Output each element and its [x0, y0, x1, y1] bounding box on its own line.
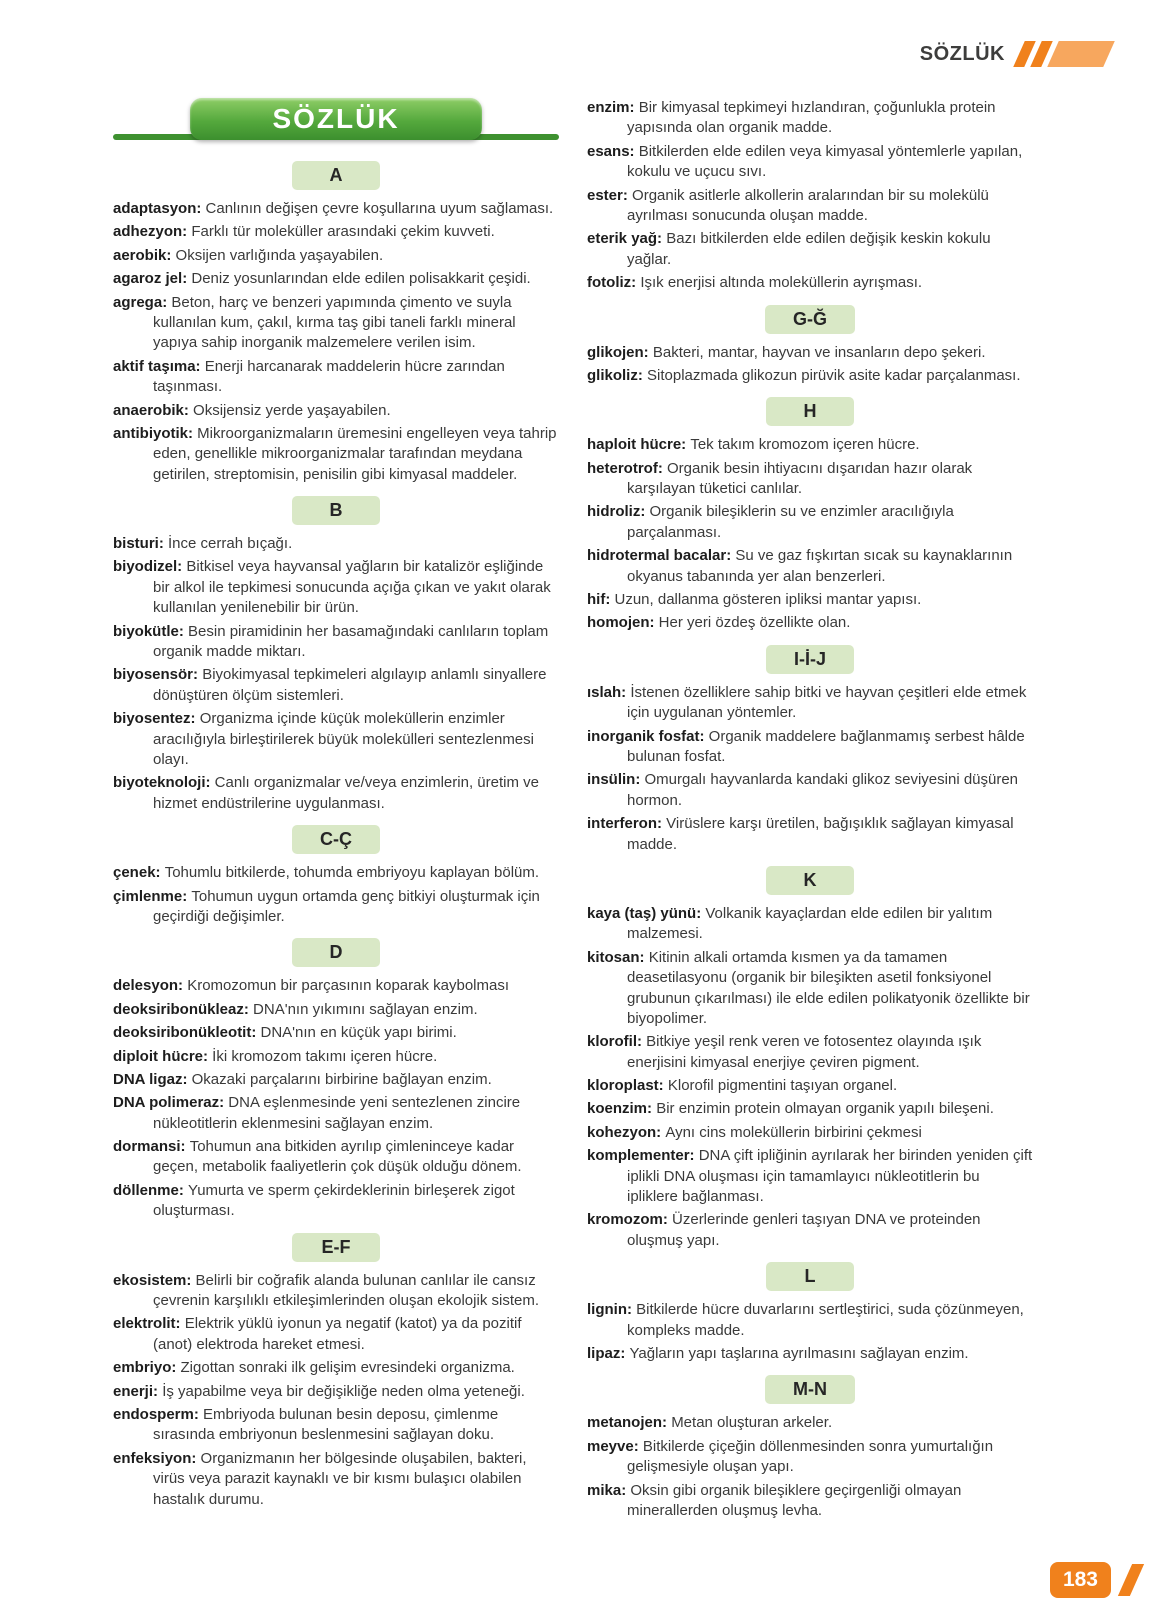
- glossary-entry: [113, 1093, 559, 1134]
- entry-definition: Oksijensiz yerde yaşayabilen.: [193, 401, 391, 419]
- entry-definition: Tek takım kromozom içeren hücre.: [690, 436, 920, 454]
- entry-definition: DNA'nın en küçük yapı birimi.: [260, 1024, 457, 1042]
- glossary-entry: [587, 1437, 1033, 1478]
- entry-definition: Tohumun ana bitkiden ayrılıp çimleninceye kadar geçen, metabolik faaliyetlerin çok düşük olduğu dönem.: [153, 1138, 522, 1176]
- entry-definition: Canlının değişen çevre koşullarına uyum sağlaması.: [205, 200, 554, 217]
- entry-term: ester:: [587, 186, 633, 204]
- entry-definition: Uzun, dallanma gösteren ipliksi mantar yapısı.: [614, 591, 922, 609]
- entry-definition: Sitoplazmada glikozun pirüvik asite kadar parçalanması.: [647, 366, 1021, 384]
- glossary-entry: [113, 1382, 559, 1402]
- glossary-entry: [587, 366, 1033, 386]
- header-title: SÖZLÜK: [919, 42, 1005, 65]
- entry-definition: Tohumun uygun ortamda genç bitkiyi oluşturmak için geçirdiği değişimler.: [153, 887, 540, 925]
- entry-term: aktif taşıma:: [113, 357, 205, 375]
- entry-definition: İş yapabilme veya bir değişikliğe neden olma yeteneği.: [162, 1382, 525, 1400]
- entry-term: biyoteknoloji:: [113, 774, 215, 792]
- entry-term: glikoliz:: [587, 366, 647, 384]
- entry-definition: Bazı bitkilerden elde edilen değişik keskin kokulu yağlar.: [627, 230, 991, 268]
- entry-definition: Zigottan sonraki ilk gelişim evresindeki organizma.: [180, 1359, 515, 1377]
- entry-term: biyokütle:: [113, 622, 189, 640]
- entry-term: biyosentez:: [113, 710, 200, 728]
- entry-term: kaya (taş) yünü:: [587, 904, 706, 922]
- entry-definition: Organik besin ihtiyacını dışarıdan hazır olarak karşılayan tüketici canlılar.: [627, 459, 973, 498]
- entry-definition: Embriyoda bulunan besin deposu, çimlenme sırasında embriyonun beslenmesini sağlayan doku.: [153, 1405, 499, 1444]
- glossary-entry: [113, 269, 559, 289]
- glossary-entry: [587, 229, 1033, 270]
- entry-definition: Oksin gibi organik bileşiklere geçirgenliği olmayan minerallerden oluşmuş levha.: [627, 1481, 962, 1519]
- entry-definition: Yağların yapı taşlarına ayrılmasını sağlayan enzim.: [629, 1344, 969, 1362]
- glossary-entry: [113, 1314, 559, 1355]
- page-footer: [1050, 1562, 1151, 1598]
- entry-term: delesyon:: [113, 977, 188, 995]
- entry-definition: İstenen özelliklere sahip bitki ve hayvan çeşitleri elde etmek için uygulanan yöntemler.: [627, 683, 1027, 722]
- header-slashes-icon: [1019, 41, 1109, 67]
- entry-definition: Beton, harç ve benzeri yapımında çimento ve suyla kullanılan kum, çakıl, kırma taş gibi taneli farklı mineral yapıya sahip inorganik malzemelere verilen isim.: [153, 293, 516, 352]
- entry-definition: Organik asitlerle alkollerin aralarından bir su molekülü ayrılması sonucunda oluşan madde.: [627, 186, 989, 224]
- page-number-badge: 183: [1050, 1562, 1111, 1598]
- glossary-entry: [587, 948, 1033, 1030]
- entry-definition: Bitkisel veya hayvansal yağların bir katalizör eşliğinde bir alkol ile tepkimesi sonucunda açığa çıkan ve yakıt olarak kullanılan yenilenebilir bir ürün.: [153, 558, 551, 617]
- entry-definition: Her yeri özdeş özellikte olan.: [658, 614, 851, 632]
- entry-term: komplementer:: [587, 1147, 699, 1165]
- glossary-entry: [587, 1123, 1033, 1143]
- glossary-entry: [587, 98, 1033, 139]
- entry-definition: Canlı organizmalar ve/veya enzimlerin, üretim ve hizmet endüstrilerine uygulanması.: [153, 774, 539, 812]
- entry-definition: Kromozomun bir parçasının koparak kaybolması: [187, 977, 509, 995]
- entry-definition: Biyokimyasal tepkimeleri algılayıp anlamlı sinyallere dönüştüren ölçüm sistemleri.: [153, 666, 547, 704]
- entry-definition: Virüslere karşı üretilen, bağışıklık sağlayan kimyasal madde.: [627, 815, 1014, 853]
- glossary-entry: [587, 1344, 1033, 1364]
- entry-term: ıslah:: [587, 683, 631, 701]
- entry-term: homojen:: [587, 614, 659, 632]
- glossary-entry: [587, 502, 1033, 543]
- glossary-entry: [113, 424, 559, 485]
- glossary-entry: [113, 1181, 559, 1222]
- entry-definition: Omurgalı hayvanlarda kandaki glikoz seviyesini düşüren hormon.: [627, 771, 1019, 809]
- entry-term: diploit hücre:: [113, 1047, 213, 1065]
- entry-term: kromozom:: [587, 1211, 673, 1229]
- entry-term: bisturi:: [113, 535, 168, 553]
- entry-term: inorganik fosfat:: [587, 727, 709, 745]
- entry-term: deoksiribonükleaz:: [113, 1000, 254, 1018]
- entry-definition: Yumurta ve sperm çekirdeklerinin birleşerek zigot oluşturması.: [153, 1181, 515, 1220]
- section-header-I-İ-J: I-İ-J: [766, 645, 854, 674]
- entry-definition: Okazaki parçalarını birbirine bağlayan enzim.: [191, 1070, 492, 1088]
- entry-term: mika:: [587, 1481, 631, 1499]
- glossary-entry: [587, 1481, 1033, 1522]
- glossary-entry: [587, 1076, 1033, 1096]
- entry-term: DNA ligaz:: [113, 1070, 192, 1088]
- glossary-entry: [113, 976, 559, 996]
- entry-term: adhezyon:: [113, 223, 192, 241]
- entry-term: fotoliz:: [587, 274, 641, 292]
- entry-term: kohezyon:: [587, 1123, 666, 1141]
- page-header: [920, 40, 1151, 68]
- entry-term: deoksiribonükleotit:: [113, 1024, 261, 1042]
- entry-definition: Mikroorganizmaların üremesini engelleyen veya tahrip eden, genellikle mikroorganizmalar tarafından meydana getirilen, streptomisin, penisilin gibi kimyasal maddeler.: [153, 424, 557, 483]
- glossary-entry: [587, 1032, 1033, 1073]
- glossary-entry: [587, 1146, 1033, 1207]
- entry-term: çimlenme:: [113, 887, 192, 905]
- glossary-entry: [113, 1000, 559, 1020]
- entry-definition: Enerji harcanarak maddelerin hücre zarından taşınması.: [153, 357, 505, 396]
- glossary-entry: [587, 590, 1033, 610]
- section-header-G-Ğ: G-Ğ: [765, 305, 855, 334]
- glossary-entry: [587, 273, 1033, 293]
- entry-definition: Bitkilerde çiçeğin döllenmesinden sonra yumurtalığın gelişmesiyle oluşan yapı.: [627, 1437, 994, 1476]
- entry-definition: Tohumlu bitkilerde, tohumda embriyoyu kaplayan bölüm.: [164, 864, 540, 882]
- glossary-entry: [587, 814, 1033, 855]
- entry-definition: Bitkiye yeşil renk veren ve fotosentez olayında ışık enerjisini kimyasal enerjiye çeviren pigment.: [627, 1033, 982, 1071]
- glossary-entry: [587, 142, 1033, 183]
- entry-term: anaerobik:: [113, 401, 194, 419]
- entry-definition: Organizmanın her bölgesinde oluşabilen, bakteri, virüs veya parazit kaynaklı ve bir kısmı bulaşıcı olabilen hastalık durumu.: [153, 1449, 527, 1508]
- glossary-entry: [113, 401, 559, 421]
- entry-definition: Klorofil pigmentini taşıyan organel.: [667, 1077, 898, 1095]
- entry-definition: Bir kimyasal tepkimeyi hızlandıran, çoğunlukla protein yapısında olan organik madde.: [627, 99, 996, 137]
- entry-term: embriyo:: [113, 1359, 181, 1377]
- glossary-entry: [587, 186, 1033, 227]
- glossary-entry: [113, 1023, 559, 1043]
- banner-title: SÖZLÜK: [190, 98, 482, 140]
- glossary-entry: [113, 1358, 559, 1378]
- glossary-entry: [113, 357, 559, 398]
- entry-term: koenzim:: [587, 1100, 657, 1118]
- entry-term: hidrotermal bacalar:: [587, 547, 736, 565]
- entry-term: çenek:: [113, 864, 165, 882]
- entry-term: glikojen:: [587, 343, 653, 361]
- section-header-E-F: E-F: [292, 1233, 380, 1262]
- glossary-banner: [113, 98, 559, 150]
- glossary-entry: [113, 1070, 559, 1090]
- section-header-M-N: M-N: [765, 1375, 855, 1404]
- section-header-K: K: [766, 866, 854, 895]
- left-column-wrap: [113, 98, 559, 1524]
- glossary-entry: [587, 343, 1033, 363]
- section-header-L: L: [766, 1262, 854, 1291]
- entry-definition: Bir enzimin protein olmayan organik yapılı bileşeni.: [656, 1100, 994, 1118]
- entry-definition: Organizma içinde küçük moleküllerin enzimler aracılığıyla birleştirilerek büyük molekülleri sentezlenmesi olayı.: [153, 710, 534, 768]
- entry-term: agaroz jel:: [113, 270, 192, 288]
- entry-term: lipaz:: [587, 1344, 630, 1362]
- glossary-entry: [113, 1405, 559, 1446]
- entry-definition: Organik maddelere bağlanmamış serbest hâlde bulunan fosfat.: [627, 727, 1025, 765]
- glossary-entry: [587, 613, 1033, 633]
- entry-definition: Işık enerjisi altında moleküllerin ayrışması.: [640, 274, 923, 292]
- entry-term: insülin:: [587, 771, 645, 789]
- entry-term: agrega:: [113, 293, 172, 311]
- entry-term: haploit hücre:: [587, 436, 691, 454]
- glossary-entry: [113, 246, 559, 266]
- entry-term: ekosistem:: [113, 1271, 196, 1289]
- glossary-entry: [587, 1210, 1033, 1251]
- entry-term: klorofil:: [587, 1033, 647, 1051]
- entry-term: kloroplast:: [587, 1077, 668, 1095]
- entry-definition: Organik bileşiklerin su ve enzimler aracılığıyla parçalanması.: [627, 503, 954, 541]
- entry-term: enzim:: [587, 99, 639, 116]
- entry-definition: Aynı cins moleküllerin birbirini çekmesi: [665, 1123, 922, 1141]
- entry-term: hidroliz:: [587, 503, 650, 521]
- left-column: [113, 161, 559, 1510]
- glossary-entry: [113, 709, 559, 770]
- glossary-entry: [113, 222, 559, 242]
- footer-slash-icon: [1118, 1564, 1144, 1596]
- entry-definition: Belirli bir coğrafik alanda bulunan canlılar ile cansız çevrenin karşılıklı etkileşimlerinden oluşan ekolojik sistem.: [153, 1271, 539, 1310]
- entry-definition: Farklı tür moleküller arasındaki çekim kuvveti.: [191, 223, 495, 241]
- entry-term: heterotrof:: [587, 459, 667, 477]
- glossary-entry: [587, 1300, 1033, 1341]
- entry-definition: Bitkilerden elde edilen veya kimyasal yöntemlerle yapılan, kokulu ve uçucu sıvı.: [627, 142, 1023, 181]
- entry-definition: Su ve gaz fışkırtan sıcak su kaynaklarının okyanus tabanında yer alan benzerleri.: [627, 547, 1013, 585]
- entry-term: eterik yağ:: [587, 230, 667, 248]
- glossary-entry: [113, 773, 559, 814]
- section-header-C-Ç: C-Ç: [292, 825, 380, 854]
- entry-definition: DNA çift ipliğinin ayrılarak her birinden yeniden çift iplikli DNA oluşması için tamamlayıcı nükleotitlerin bu ipliklere bağlanması.: [627, 1147, 1033, 1206]
- glossary-entry: [587, 1413, 1033, 1433]
- section-header-H: H: [766, 397, 854, 426]
- entry-definition: Üzerlerinde genleri taşıyan DNA ve proteinden oluşmuş yapı.: [627, 1211, 981, 1249]
- entry-definition: Kitinin alkali ortamda kısmen ya da tamamen deasetilasyonu (organik bir bileşikten asetil fonksiyonel grubunun çıkarılması) ile elde edilen polikatyonik özellikte bir biyopolimer.: [627, 948, 1030, 1027]
- entry-term: lignin:: [587, 1301, 637, 1319]
- entry-definition: Bakteri, mantar, hayvan ve insanların depo şekeri.: [652, 343, 986, 361]
- entry-term: enerji:: [113, 1382, 163, 1400]
- entry-term: döllenme:: [113, 1181, 189, 1199]
- entry-term: biyosensör:: [113, 666, 203, 684]
- glossary-entry: [113, 1449, 559, 1510]
- entry-term: adaptasyon:: [113, 200, 206, 217]
- entry-term: dormansi:: [113, 1138, 190, 1156]
- entry-term: biyodizel:: [113, 558, 187, 576]
- right-column-wrap: [587, 98, 1033, 1524]
- entry-definition: Besin piramidinin her basamağındaki canlıların toplam organik madde miktarı.: [153, 622, 549, 661]
- entry-term: hif:: [587, 591, 615, 609]
- glossary-entry: [113, 557, 559, 618]
- glossary-entry: [587, 904, 1033, 945]
- section-header-A: A: [292, 161, 380, 190]
- entry-term: aerobik:: [113, 246, 176, 264]
- entry-term: meyve:: [587, 1437, 643, 1455]
- glossary-entry: [113, 1137, 559, 1178]
- entry-definition: Volkanik kayaçlardan elde edilen bir yalıtım malzemesi.: [627, 904, 993, 943]
- entry-term: kitosan:: [587, 948, 649, 966]
- glossary-entry: [587, 459, 1033, 500]
- right-column: [587, 98, 1033, 1521]
- entry-term: endosperm:: [113, 1405, 204, 1423]
- section-header-D: D: [292, 938, 380, 967]
- entry-definition: İnce cerrah bıçağı.: [168, 535, 293, 553]
- glossary-entry: [113, 1271, 559, 1312]
- glossary-entry: [587, 727, 1033, 768]
- section-header-B: B: [292, 496, 380, 525]
- glossary-entry: [113, 199, 559, 219]
- entry-definition: DNA'nın yıkımını sağlayan enzim.: [253, 1000, 478, 1018]
- glossary-entry: [587, 1099, 1033, 1119]
- entry-definition: Oksijen varlığında yaşayabilen.: [175, 246, 384, 264]
- entry-definition: Bitkilerde hücre duvarlarını sertleştirici, suda çözünmeyen, kompleks madde.: [627, 1301, 1024, 1339]
- glossary-entry: [113, 622, 559, 663]
- glossary-entry: [113, 863, 559, 883]
- entry-definition: Deniz yosunlarından elde edilen polisakkarit çeşidi.: [191, 270, 531, 288]
- entry-term: enfeksiyon:: [113, 1449, 201, 1467]
- glossary-entry: [113, 293, 559, 354]
- entry-term: antibiyotik:: [113, 424, 198, 442]
- glossary-content: [113, 98, 1033, 1524]
- glossary-entry: [113, 887, 559, 928]
- entry-term: esans:: [587, 142, 639, 160]
- entry-definition: DNA eşlenmesinde yeni sentezlenen zincire nükleotitlerin eklenmesini sağlayan enzim.: [153, 1094, 521, 1132]
- glossary-entry: [113, 665, 559, 706]
- entry-term: elektrolit:: [113, 1315, 185, 1333]
- glossary-entry: [587, 435, 1033, 455]
- entry-term: interferon:: [587, 815, 667, 833]
- entry-term: metanojen:: [587, 1414, 672, 1432]
- glossary-entry: [113, 1047, 559, 1067]
- entry-term: DNA polimeraz:: [113, 1094, 229, 1112]
- entry-definition: Metan oluşturan arkeler.: [671, 1414, 833, 1432]
- entry-definition: İki kromozom takımı içeren hücre.: [212, 1047, 438, 1065]
- glossary-entry: [587, 546, 1033, 587]
- slash-bar-icon: [1047, 41, 1115, 67]
- entry-definition: Elektrik yüklü iyonun ya negatif (katot) ya da pozitif (anot) elektroda hareket etmesi.: [153, 1315, 522, 1353]
- glossary-entry: [113, 534, 559, 554]
- glossary-entry: [587, 770, 1033, 811]
- glossary-entry: [587, 683, 1033, 724]
